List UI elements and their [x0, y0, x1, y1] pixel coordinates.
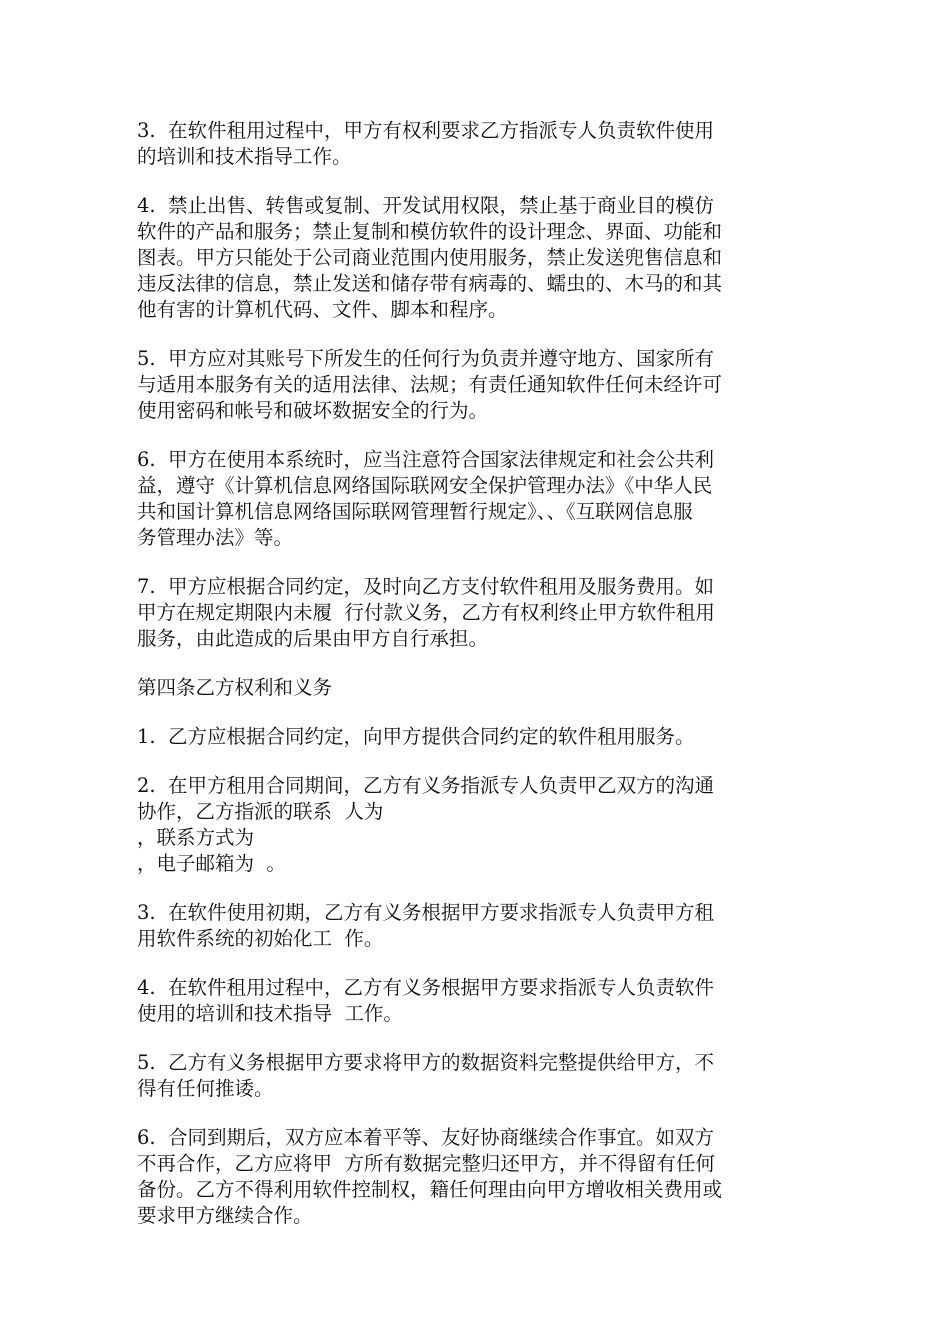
- clause-paragraph: [137, 1125, 817, 1229]
- text-line: 不再合作，乙方应将甲 方所有数据完整归还甲方，并不得留有任何: [137, 1152, 715, 1175]
- text-line: 使用密码和帐号和破坏数据安全的行为。: [137, 399, 489, 422]
- text-line: 得有任何推诿。: [137, 1077, 274, 1100]
- text-line: 与适用本服务有关的适用法律、法规；有责任通知软件任何未经许可: [137, 373, 723, 396]
- clause-paragraph: [137, 574, 817, 652]
- text-line: 使用的培训和技术指导 工作。: [137, 1002, 403, 1025]
- document-page: [137, 118, 817, 1252]
- clause-paragraph: [137, 900, 817, 952]
- text-line: 3. 在软件租用过程中，甲方有权利要求乙方指派专人负责软件使用: [137, 119, 715, 142]
- text-line: 的培训和技术指导工作。: [137, 145, 352, 168]
- clause-paragraph: [137, 975, 817, 1027]
- text-line: 2. 在甲方租用合同期间，乙方有义务指派专人负责甲乙双方的沟通: [137, 774, 715, 797]
- text-line: ，电子邮箱为 。: [137, 852, 286, 875]
- clause-paragraph: [137, 724, 817, 750]
- text-line: 要求甲方继续合作。: [137, 1204, 313, 1227]
- text-line: 用软件系统的初始化工 作。: [137, 927, 384, 950]
- text-line: 1. 乙方应根据合同约定，向甲方提供合同约定的软件租用服务。: [137, 725, 695, 748]
- text-line: ，联系方式为: [137, 826, 255, 849]
- text-line: 5. 乙方有义务根据甲方要求将甲方的数据资料完整提供给甲方，不: [137, 1051, 715, 1074]
- clause-paragraph: [137, 447, 817, 551]
- text-line: 协作，乙方指派的联系 人为: [137, 800, 384, 823]
- text-line: 益，遵守《计算机信息网络国际联网安全保护管理办法》《中华人民: [137, 474, 713, 497]
- text-line: 他有害的计算机代码、文件、脚本和程序。: [137, 298, 508, 321]
- section-heading: [137, 675, 817, 701]
- text-line: 第四条乙方权利和义务: [137, 676, 333, 699]
- text-line: 图表。甲方只能处于公司商业范围内使用服务，禁止发送兜售信息和: [137, 246, 723, 269]
- text-line: 6. 合同到期后，双方应本着平等、友好协商继续合作事宜。如双方: [137, 1126, 715, 1149]
- text-line: 6. 甲方在使用本系统时，应当注意符合国家法律规定和社会公共利: [137, 448, 715, 471]
- clause-paragraph: [137, 773, 817, 877]
- clause-paragraph: [137, 193, 817, 323]
- text-line: 4. 禁止出售、转售或复制、开发试用权限，禁止基于商业目的模仿: [137, 194, 715, 217]
- clause-paragraph: [137, 1050, 817, 1102]
- text-line: 共和国计算机信息网络国际联网管理暂行规定》、、《互联网信息服: [137, 500, 693, 523]
- clause-paragraph: [137, 346, 817, 424]
- text-line: 4. 在软件租用过程中，乙方有义务根据甲方要求指派专人负责软件: [137, 976, 715, 999]
- text-line: 5. 甲方应对其账号下所发生的任何行为负责并遵守地方、国家所有: [137, 347, 715, 370]
- text-line: 备份。乙方不得利用软件控制权，籍任何理由向甲方增收相关费用或: [137, 1178, 723, 1201]
- text-line: 务管理办法》等。: [137, 526, 294, 549]
- text-line: 违反法律的信息，禁止发送和储存带有病毒的、蠕虫的、木马的和其: [137, 272, 723, 295]
- text-line: 甲方在规定期限内未履 行付款义务，乙方有权利终止甲方软件租用: [137, 601, 715, 624]
- text-line: 3. 在软件使用初期，乙方有义务根据甲方要求指派专人负责甲方租: [137, 901, 715, 924]
- text-line: 服务，由此造成的后果由甲方自行承担。: [137, 627, 489, 650]
- clause-paragraph: [137, 118, 817, 170]
- text-line: 软件的产品和服务；禁止复制和模仿软件的设计理念、界面、功能和: [137, 220, 723, 243]
- text-line: 7. 甲方应根据合同约定，及时向乙方支付软件租用及服务费用。如: [137, 575, 715, 598]
